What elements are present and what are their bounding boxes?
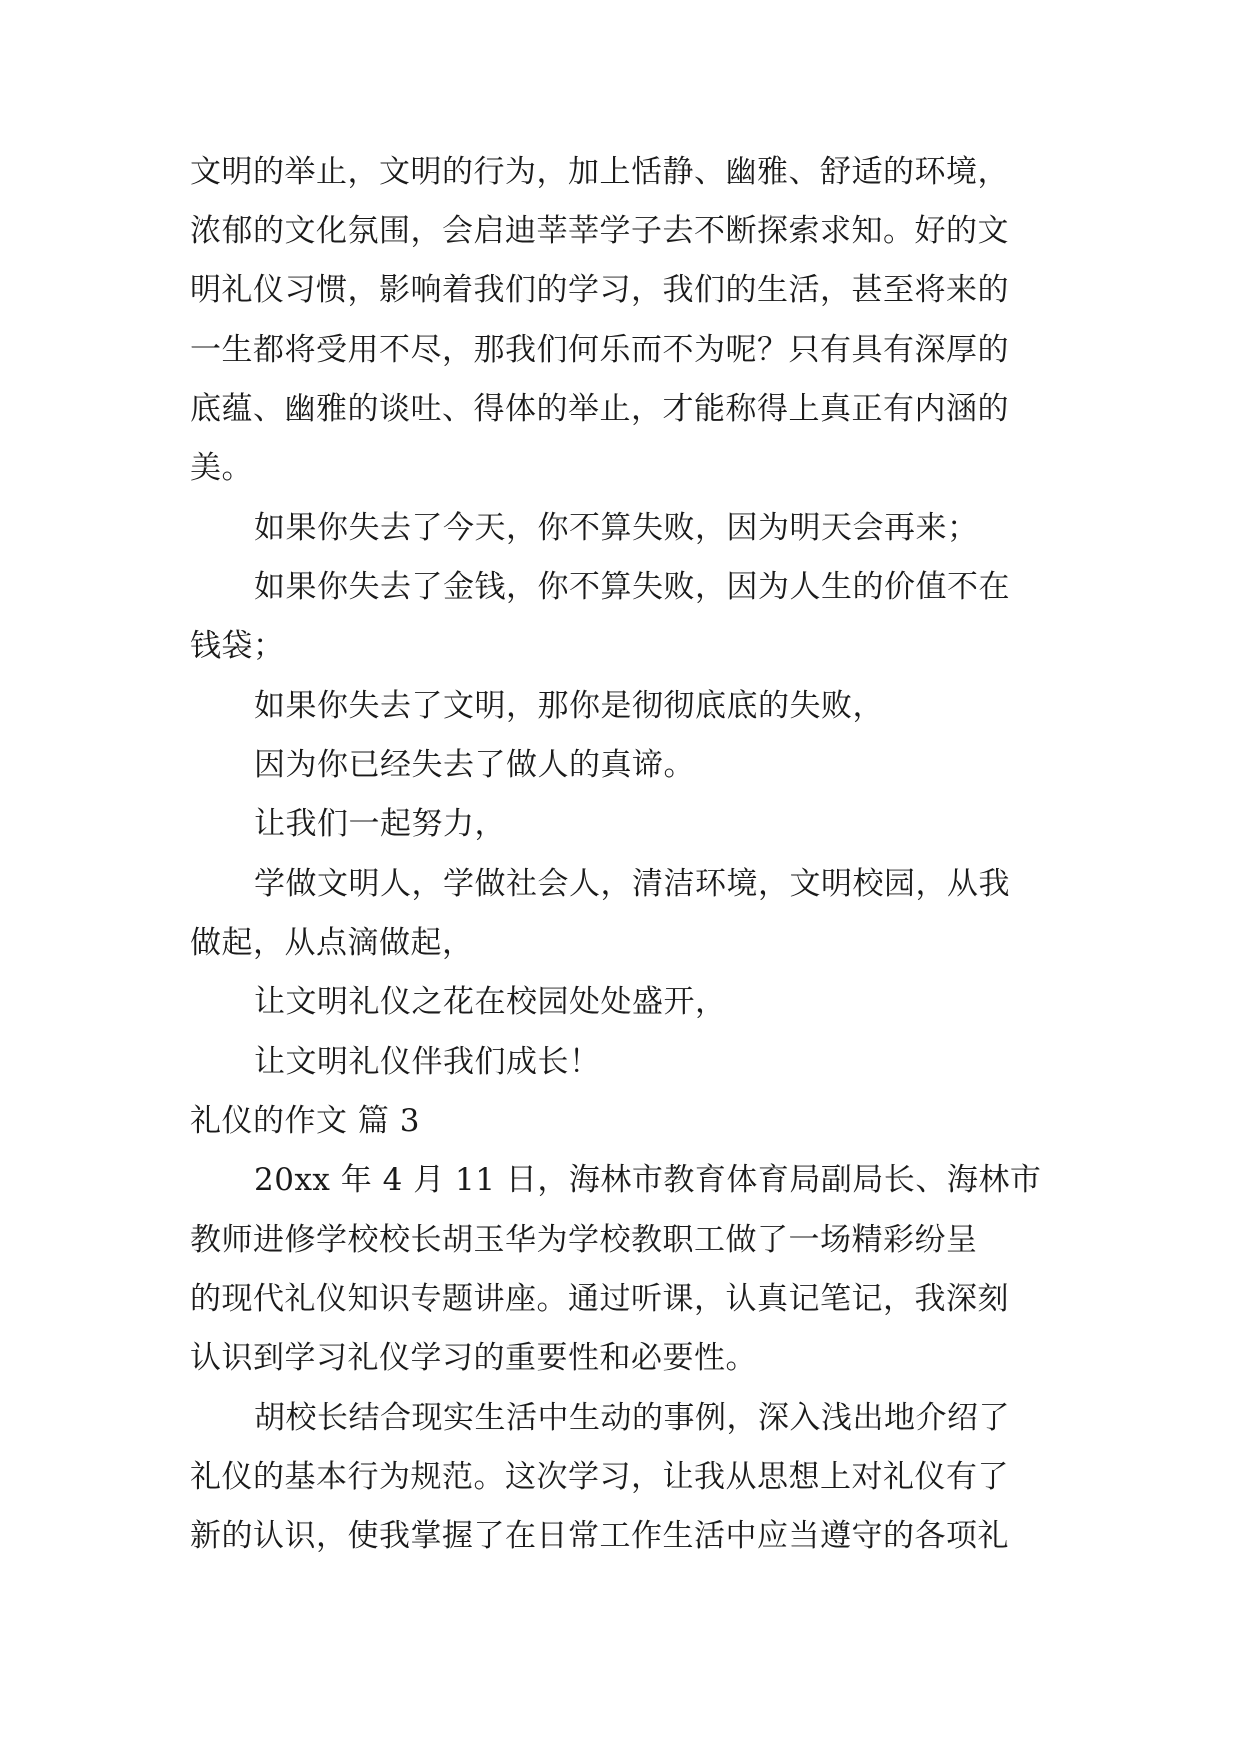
paragraph-line-14: 做起，从点滴做起，	[190, 925, 474, 961]
paragraph-line-22: 胡校长结合现实生活中生动的事例，深入浅出地介绍了	[254, 1400, 1010, 1436]
paragraph-line-19: 教师进修学校校长胡玉华为学校教职工做了一场精彩纷呈	[190, 1222, 978, 1258]
paragraph-line-12: 让我们一起努力，	[254, 806, 506, 842]
paragraph-line-5: 底蕴、幽雅的谈吐、得体的举止，才能称得上真正有内涵的	[190, 391, 1009, 427]
paragraph-line-11: 因为你已经失去了做人的真谛。	[254, 747, 695, 783]
paragraph-line-10: 如果你失去了文明，那你是彻彻底底的失败，	[254, 688, 884, 724]
paragraph-line-6: 美。	[190, 450, 253, 486]
paragraph-line-15: 让文明礼仪之花在校园处处盛开，	[254, 984, 727, 1020]
paragraph-line-4: 一生都将受用不尽，那我们何乐而不为呢？只有具有深厚的	[190, 332, 1009, 368]
paragraph-line-21: 认识到学习礼仪学习的重要性和必要性。	[190, 1340, 757, 1376]
paragraph-line-8: 如果你失去了金钱，你不算失败，因为人生的价值不在	[254, 569, 1010, 605]
paragraph-line-18: 20xx 年 4 月 11 日，海林市教育体育局副局长、海林市	[254, 1162, 1042, 1198]
paragraph-line-23: 礼仪的基本行为规范。这次学习，让我从思想上对礼仪有了	[190, 1459, 1009, 1495]
paragraph-line-13: 学做文明人，学做社会人，清洁环境，文明校园，从我	[254, 866, 1010, 902]
paragraph-line-2: 浓郁的文化氛围，会启迪莘莘学子去不断探索求知。好的文	[190, 213, 1009, 249]
section-heading: 礼仪的作文 篇 3	[190, 1103, 420, 1139]
paragraph-line-9: 钱袋；	[190, 628, 285, 664]
paragraph-line-24: 新的认识，使我掌握了在日常工作生活中应当遵守的各项礼	[190, 1518, 1009, 1554]
paragraph-line-16: 让文明礼仪伴我们成长！	[254, 1044, 601, 1080]
paragraph-line-20: 的现代礼仪知识专题讲座。通过听课，认真记笔记，我深刻	[190, 1281, 1009, 1317]
paragraph-line-3: 明礼仪习惯，影响着我们的学习，我们的生活，甚至将来的	[190, 272, 1009, 308]
paragraph-line-7: 如果你失去了今天，你不算失败，因为明天会再来；	[254, 510, 979, 546]
paragraph-line-1: 文明的举止，文明的行为，加上恬静、幽雅、舒适的环境，	[190, 154, 1009, 190]
